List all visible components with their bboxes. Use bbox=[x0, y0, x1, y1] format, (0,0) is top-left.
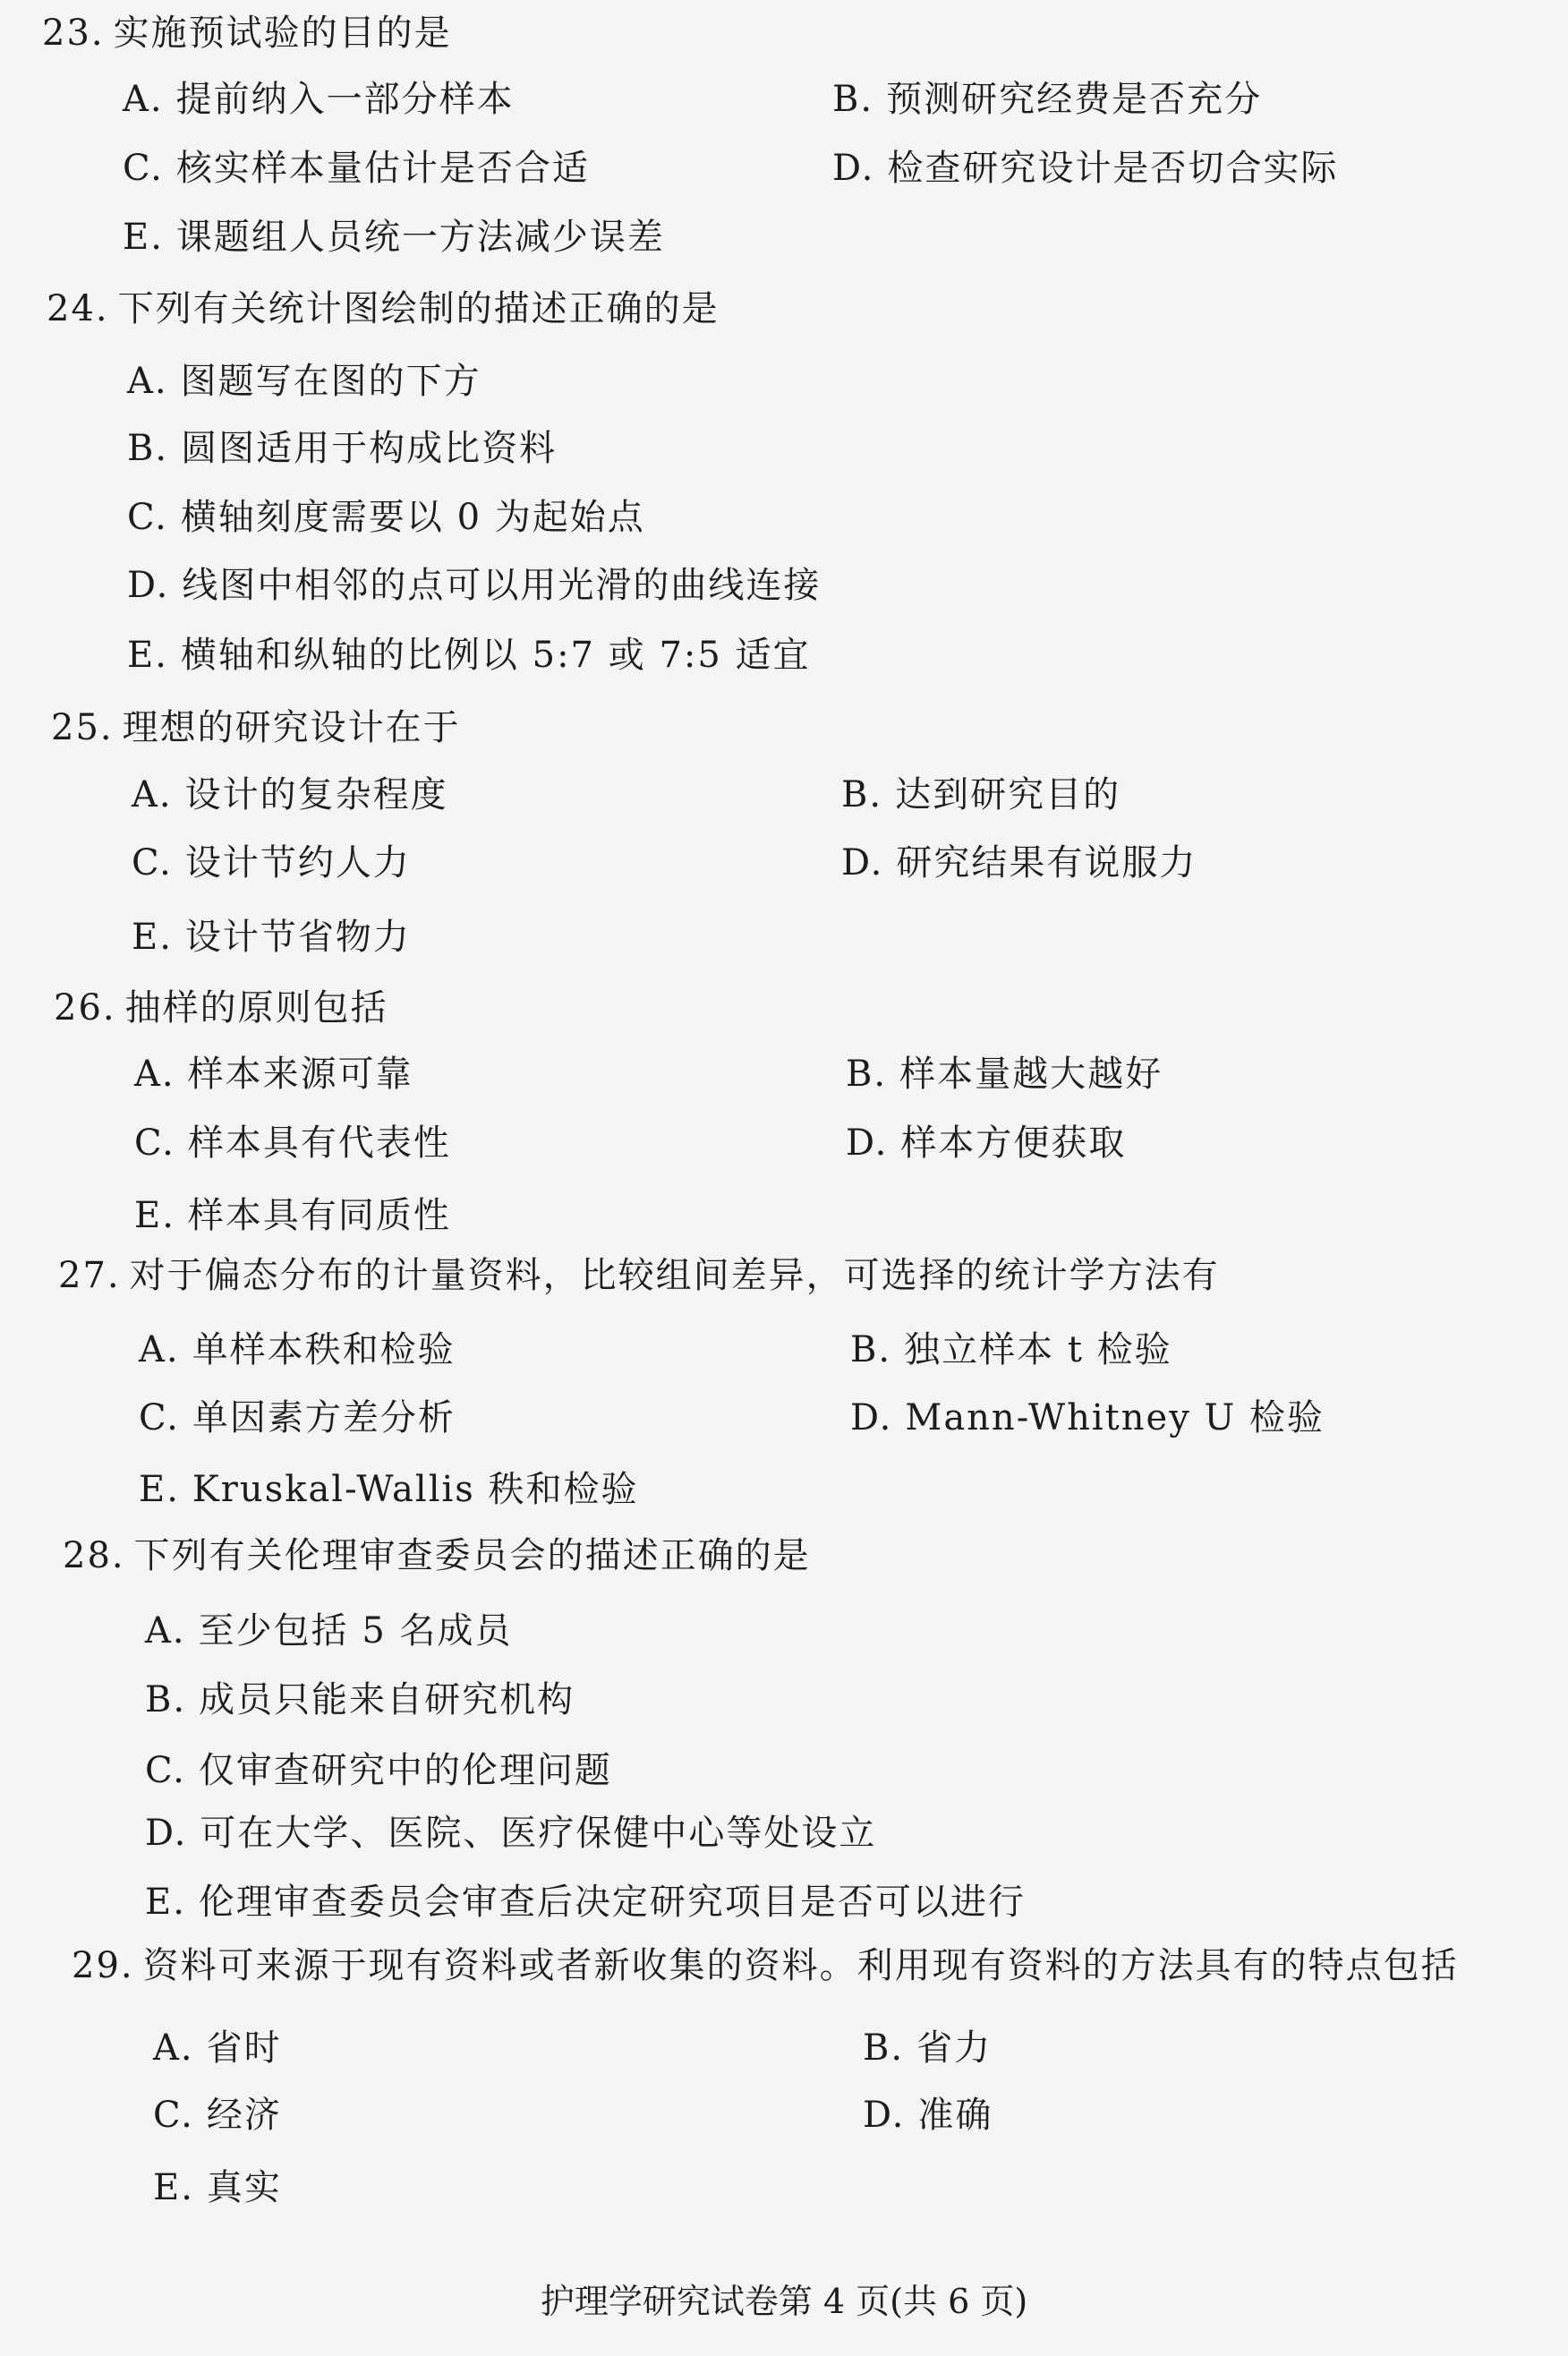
option-text: 预测研究经费是否充分 bbox=[886, 79, 1263, 120]
option-e bbox=[153, 2168, 282, 2207]
option-a bbox=[153, 2028, 282, 2068]
option-text: 伦理审查委员会审查后决定研究项目是否可以进行 bbox=[198, 1882, 1026, 1923]
option-b bbox=[841, 775, 1121, 815]
option-label: D. bbox=[850, 1397, 893, 1438]
question-stem: 资料可来源于现有资料或者新收集的资料。利用现有资料的方法具有的特点包括 bbox=[142, 1945, 1459, 1986]
option-c bbox=[127, 498, 645, 537]
question-number: 26. bbox=[54, 987, 116, 1029]
option-a bbox=[134, 1054, 413, 1094]
option-label: E. bbox=[145, 1882, 186, 1923]
option-label: A. bbox=[127, 361, 168, 402]
option-text: 横轴刻度需要以 0 为起始点 bbox=[180, 497, 645, 538]
option-label: E. bbox=[153, 2167, 194, 2208]
question-stem: 对于偏态分布的计量资料，比较组间差异，可选择的统计学方法有 bbox=[129, 1255, 1220, 1296]
option-c bbox=[153, 2096, 282, 2135]
option-a bbox=[139, 1330, 456, 1370]
option-text: 样本量越大越好 bbox=[899, 1054, 1163, 1095]
option-label: E. bbox=[123, 217, 164, 258]
option-text: 设计节约人力 bbox=[184, 842, 411, 884]
option-text: 样本具有代表性 bbox=[187, 1123, 451, 1164]
question-number: 28. bbox=[63, 1535, 125, 1576]
question-number: 29. bbox=[72, 1945, 134, 1986]
option-label: A. bbox=[123, 79, 164, 120]
option-text: 省时 bbox=[206, 2027, 282, 2069]
option-d bbox=[846, 1123, 1126, 1163]
option-text: 单因素方差分析 bbox=[192, 1397, 456, 1438]
option-d bbox=[832, 149, 1338, 188]
option-text: 研究结果有说服力 bbox=[896, 842, 1197, 884]
option-e bbox=[145, 1882, 1026, 1922]
option-e bbox=[139, 1470, 639, 1509]
option-text: 至少包括 5 名成员 bbox=[198, 1610, 513, 1652]
question-27 bbox=[58, 1256, 1220, 1295]
option-label: A. bbox=[134, 1054, 175, 1095]
option-e bbox=[127, 636, 811, 675]
option-label: B. bbox=[863, 2027, 905, 2069]
option-label: B. bbox=[850, 1329, 892, 1370]
option-e bbox=[132, 918, 411, 957]
option-label: C. bbox=[145, 1750, 186, 1791]
question-stem: 抽样的原则包括 bbox=[124, 987, 388, 1029]
option-c bbox=[134, 1123, 451, 1163]
option-label: E. bbox=[127, 635, 168, 676]
question-stem: 实施预试验的目的是 bbox=[113, 13, 452, 54]
option-label: D. bbox=[832, 148, 875, 189]
option-e bbox=[134, 1196, 451, 1235]
option-text: 圆图适用于构成比资料 bbox=[181, 428, 558, 469]
option-text: 样本具有同质性 bbox=[187, 1195, 451, 1236]
question-number: 24. bbox=[47, 288, 109, 329]
option-b bbox=[863, 2028, 992, 2068]
option-text: 线图中相邻的点可以用光滑的曲线连接 bbox=[182, 565, 822, 606]
question-stem: 下列有关伦理审查委员会的描述正确的是 bbox=[133, 1535, 811, 1576]
option-text: 仅审查研究中的伦理问题 bbox=[198, 1750, 612, 1791]
option-label: B. bbox=[127, 428, 169, 469]
option-label: D. bbox=[127, 565, 170, 606]
option-text: 经济 bbox=[206, 2095, 282, 2136]
option-text: 设计节省物力 bbox=[184, 917, 411, 958]
option-label: C. bbox=[127, 497, 168, 538]
option-text: 独立样本 t 检验 bbox=[904, 1329, 1172, 1370]
option-a bbox=[123, 80, 515, 119]
option-text: 检查研究设计是否切合实际 bbox=[887, 148, 1339, 189]
option-label: E. bbox=[139, 1469, 180, 1510]
option-text: 核实样本量估计是否合适 bbox=[175, 148, 590, 189]
question-26 bbox=[54, 988, 388, 1028]
question-28 bbox=[63, 1536, 811, 1575]
option-text: 样本方便获取 bbox=[900, 1123, 1127, 1164]
option-label: C. bbox=[139, 1397, 180, 1438]
question-number: 25. bbox=[51, 707, 114, 748]
option-e bbox=[123, 218, 665, 257]
option-label: A. bbox=[145, 1610, 186, 1652]
option-c bbox=[139, 1398, 456, 1438]
option-d bbox=[145, 1814, 876, 1853]
option-text: 可在大学、医院、医疗保健中心等处设立 bbox=[200, 1813, 877, 1854]
question-number: 23. bbox=[42, 13, 105, 54]
option-a bbox=[127, 362, 481, 401]
option-text: 样本来源可靠 bbox=[187, 1054, 413, 1095]
option-label: A. bbox=[139, 1329, 180, 1370]
option-b bbox=[850, 1330, 1172, 1370]
option-text: 提前纳入一部分样本 bbox=[175, 79, 515, 120]
option-d bbox=[841, 843, 1197, 883]
option-label: D. bbox=[846, 1123, 889, 1164]
option-d bbox=[850, 1398, 1325, 1438]
option-text: Kruskal-Wallis 秩和检验 bbox=[192, 1469, 639, 1510]
option-text: 课题组人员统一方法减少误差 bbox=[175, 217, 665, 258]
option-label: A. bbox=[132, 774, 173, 815]
option-label: D. bbox=[145, 1813, 188, 1854]
option-label: B. bbox=[832, 79, 874, 120]
option-a bbox=[145, 1611, 513, 1651]
option-text: 达到研究目的 bbox=[895, 774, 1121, 815]
option-b bbox=[145, 1680, 575, 1720]
option-label: D. bbox=[863, 2095, 906, 2136]
question-stem: 理想的研究设计在于 bbox=[122, 707, 461, 748]
option-label: B. bbox=[846, 1054, 888, 1095]
option-c bbox=[132, 843, 411, 883]
option-text: 省力 bbox=[916, 2027, 993, 2069]
option-c bbox=[145, 1751, 612, 1790]
page-footer: 护理学研究试卷第 4 页(共 6 页) bbox=[540, 2282, 1028, 2321]
option-label: A. bbox=[153, 2027, 194, 2069]
option-b bbox=[846, 1054, 1163, 1094]
option-text: 真实 bbox=[206, 2167, 282, 2208]
option-a bbox=[132, 775, 448, 815]
option-label: C. bbox=[123, 148, 164, 189]
option-text: 横轴和纵轴的比例以 5:7 或 7:5 适宜 bbox=[180, 635, 811, 676]
question-25 bbox=[51, 708, 461, 747]
option-d bbox=[863, 2096, 993, 2135]
option-text: 设计的复杂程度 bbox=[184, 774, 448, 815]
option-label: C. bbox=[153, 2095, 194, 2136]
question-29 bbox=[72, 1946, 1459, 1985]
option-c bbox=[123, 149, 590, 188]
question-stem: 下列有关统计图绘制的描述正确的是 bbox=[117, 288, 720, 329]
question-23 bbox=[42, 13, 452, 53]
option-text: Mann-Whitney U 检验 bbox=[905, 1397, 1325, 1438]
option-label: E. bbox=[134, 1195, 175, 1236]
option-label: B. bbox=[145, 1679, 187, 1720]
option-label: C. bbox=[134, 1123, 175, 1164]
question-number: 27. bbox=[58, 1255, 121, 1296]
question-24 bbox=[47, 289, 720, 329]
option-b bbox=[127, 429, 557, 468]
option-text: 成员只能来自研究机构 bbox=[199, 1679, 575, 1720]
option-label: C. bbox=[132, 842, 173, 884]
option-label: B. bbox=[841, 774, 883, 815]
option-label: D. bbox=[841, 842, 884, 884]
option-text: 单样本秩和检验 bbox=[192, 1329, 456, 1370]
option-d bbox=[127, 566, 821, 605]
option-label: E. bbox=[132, 917, 173, 958]
option-text: 准确 bbox=[917, 2095, 993, 2136]
option-b bbox=[832, 80, 1262, 119]
option-text: 图题写在图的下方 bbox=[180, 361, 481, 402]
